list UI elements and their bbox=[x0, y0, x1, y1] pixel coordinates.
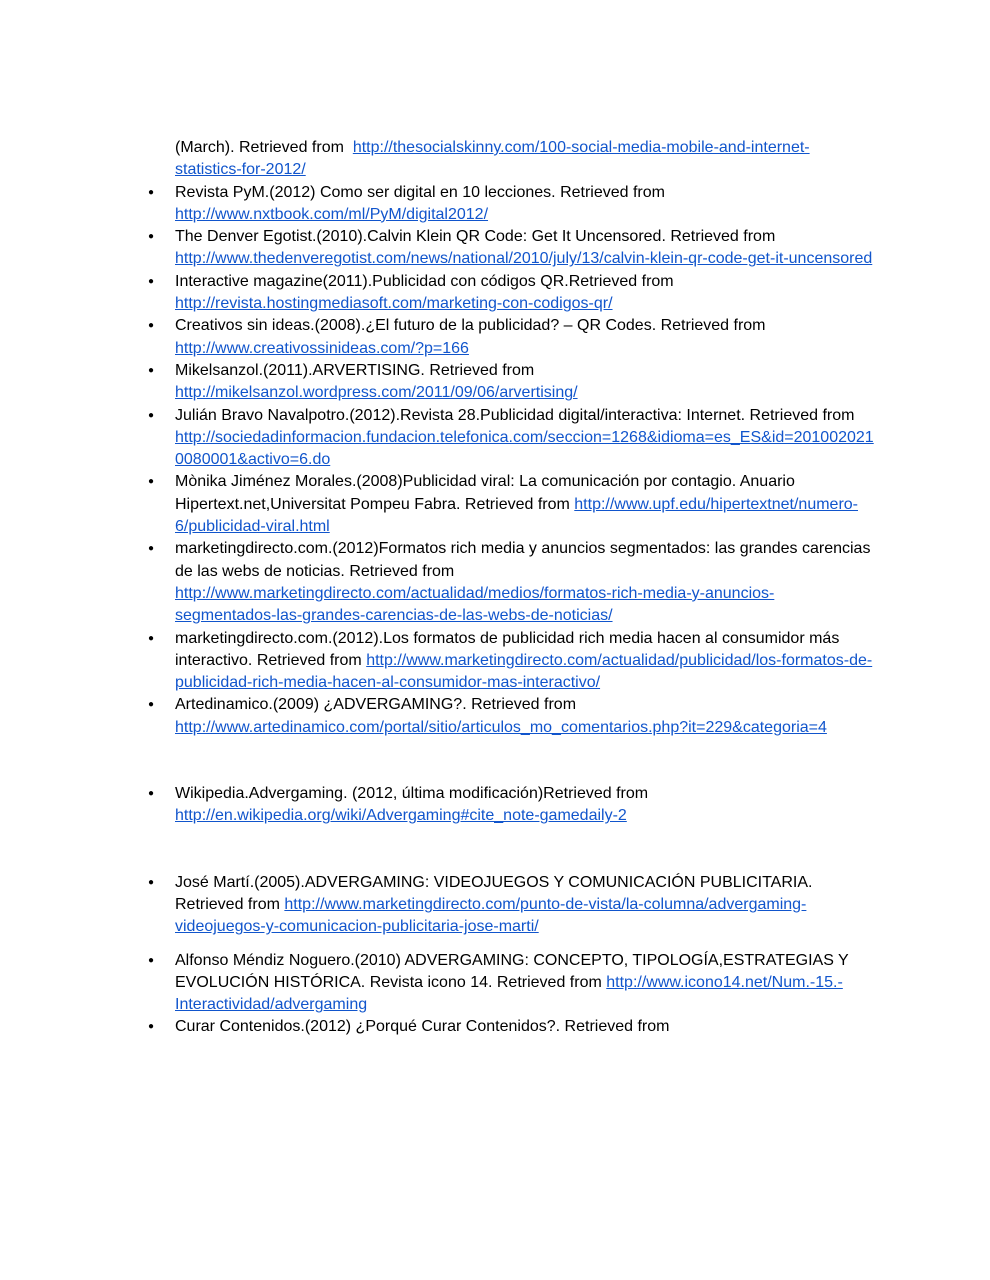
bullet-icon: ● bbox=[148, 876, 155, 888]
reference-link[interactable]: http://en.wikipedia.org/wiki/Advergaming#cite_note-gamedaily-2 bbox=[175, 807, 627, 825]
reference-item bbox=[148, 783, 875, 828]
reference-link[interactable]: http://www.creativossinideas.com/?p=166 bbox=[175, 339, 469, 357]
reference-text: (March). Retrieved from bbox=[175, 139, 353, 156]
reference-link[interactable]: http://www.artedinamico.com/portal/sitio/articulos_mo_comentarios.php?it=229&categoria=4 bbox=[175, 718, 827, 736]
reference-text: Julián Bravo Navalpotro.(2012).Revista 28.Publicidad digital/interactiva: Internet. Retrieved from bbox=[175, 406, 859, 424]
reference-list bbox=[148, 137, 875, 1039]
reference-text: Mònika Jiménez Morales.(2008)Publicidad viral: La comunicación por contagio. Anuario Hipertext.net,Universitat Pompeu Fabra. Retrieved from bbox=[175, 473, 800, 513]
reference-item bbox=[148, 182, 875, 227]
bullet-icon: ● bbox=[148, 1021, 155, 1033]
reference-link[interactable]: http://www.nxtbook.com/ml/PyM/digital2012/ bbox=[175, 205, 489, 223]
reference-text: José Martí.(2005).ADVERGAMING: VIDEOJUEGOS Y COMUNICACIÓN PUBLICITARIA. Retrieved from bbox=[175, 873, 817, 913]
bullet-icon: ● bbox=[148, 476, 155, 488]
reference-item bbox=[148, 628, 875, 695]
bullet-icon: ● bbox=[148, 788, 155, 800]
reference-text: Mikelsanzol.(2011).ARVERTISING. Retrieved from bbox=[175, 361, 539, 379]
reference-item bbox=[148, 226, 875, 271]
bullet-icon: ● bbox=[148, 231, 155, 243]
reference-text: The Denver Egotist.(2010).Calvin Klein QR Code: Get It Uncensored. Retrieved from bbox=[175, 228, 780, 246]
reference-item bbox=[148, 315, 875, 360]
bullet-icon: ● bbox=[148, 409, 155, 421]
reference-link[interactable]: http://www.thedenveregotist.com/news/national/2010/july/13/calvin-klein-qr-code-get-it-uncensored bbox=[175, 250, 873, 268]
reference-text: marketingdirecto.com.(2012)Formatos rich media y anuncios segmentados: las grandes carencias de las webs de noticias. Retrieved from bbox=[175, 540, 875, 580]
reference-link[interactable]: http://www.icono14.net/Num.-15.-Interactividad/advergaming bbox=[175, 973, 843, 1014]
reference-text: Wikipedia.Advergaming. (2012, última modificación)Retrieved from bbox=[175, 785, 653, 803]
reference-item bbox=[148, 360, 875, 405]
reference-text: Interactive magazine(2011).Publicidad con códigos QR.Retrieved from bbox=[175, 272, 679, 290]
reference-text: Alfonso Méndiz Noguero.(2010) ADVERGAMING: CONCEPTO, TIPOLOGÍA,ESTRATEGIAS Y EVOLUCIÓN HISTÓRICA. Revista icono 14. Retrieved from bbox=[175, 951, 853, 991]
bullet-icon: ● bbox=[148, 320, 155, 332]
reference-item bbox=[148, 872, 875, 939]
bullet-icon: ● bbox=[148, 699, 155, 711]
reference-item bbox=[148, 1016, 875, 1038]
bullet-icon: ● bbox=[148, 954, 155, 966]
bullet-icon: ● bbox=[148, 275, 155, 287]
reference-link[interactable]: http://www.marketingdirecto.com/actualidad/medios/formatos-rich-media-y-anuncios-segmentados-las-grandes-carencias-de-las-webs-de-noticias/ bbox=[175, 584, 775, 625]
reference-link[interactable]: http://www.marketingdirecto.com/actualidad/publicidad/los-formatos-de-publicidad-rich-media-hacen-al-consumidor-mas-interactivo/ bbox=[175, 651, 873, 692]
bullet-icon: ● bbox=[148, 632, 155, 644]
reference-item bbox=[148, 694, 875, 739]
reference-item bbox=[148, 471, 875, 538]
reference-text: Curar Contenidos.(2012) ¿Porqué Curar Contenidos?. Retrieved from bbox=[175, 1018, 670, 1036]
reference-link[interactable]: http://sociedadinformacion.fundacion.telefonica.com/seccion=1268&idioma=es_ES&id=2010020210080001&activo=6.do bbox=[175, 428, 874, 469]
reference-item bbox=[148, 405, 875, 472]
reference-item bbox=[148, 271, 875, 316]
bullet-icon: ● bbox=[148, 543, 155, 555]
reference-link[interactable]: http://www.upf.edu/hipertextnet/numero-6/publicidad-viral.html bbox=[175, 495, 858, 536]
reference-link[interactable]: http://revista.hostingmediasoft.com/marketing-con-codigos-qr/ bbox=[175, 295, 613, 313]
reference-item bbox=[148, 538, 875, 627]
continuation-paragraph bbox=[175, 137, 875, 182]
reference-link[interactable]: http://www.marketingdirecto.com/punto-de-vista/la-columna/advergaming-videojuegos-y-comunicacion-publicitaria-jose-marti/ bbox=[175, 895, 807, 936]
reference-text: marketingdirecto.com.(2012).Los formatos de publicidad rich media hacen al consumidor más interactivo. Retrieved from bbox=[175, 629, 844, 669]
reference-text: Revista PyM.(2012) Como ser digital en 10 lecciones. Retrieved from bbox=[175, 183, 670, 201]
reference-link[interactable]: http://mikelsanzol.wordpress.com/2011/09/06/arvertising/ bbox=[175, 384, 578, 402]
reference-text: Artedinamico.(2009) ¿ADVERGAMING?. Retrieved from bbox=[175, 696, 581, 714]
reference-text: Creativos sin ideas.(2008).¿El futuro de la publicidad? – QR Codes. Retrieved from bbox=[175, 317, 775, 335]
reference-item bbox=[148, 950, 875, 1017]
bullet-icon: ● bbox=[148, 186, 155, 198]
bullet-icon: ● bbox=[148, 364, 155, 376]
reference-link[interactable]: http://thesocialskinny.com/100-social-media-mobile-and-internet-statistics-for-2012/ bbox=[175, 139, 810, 179]
